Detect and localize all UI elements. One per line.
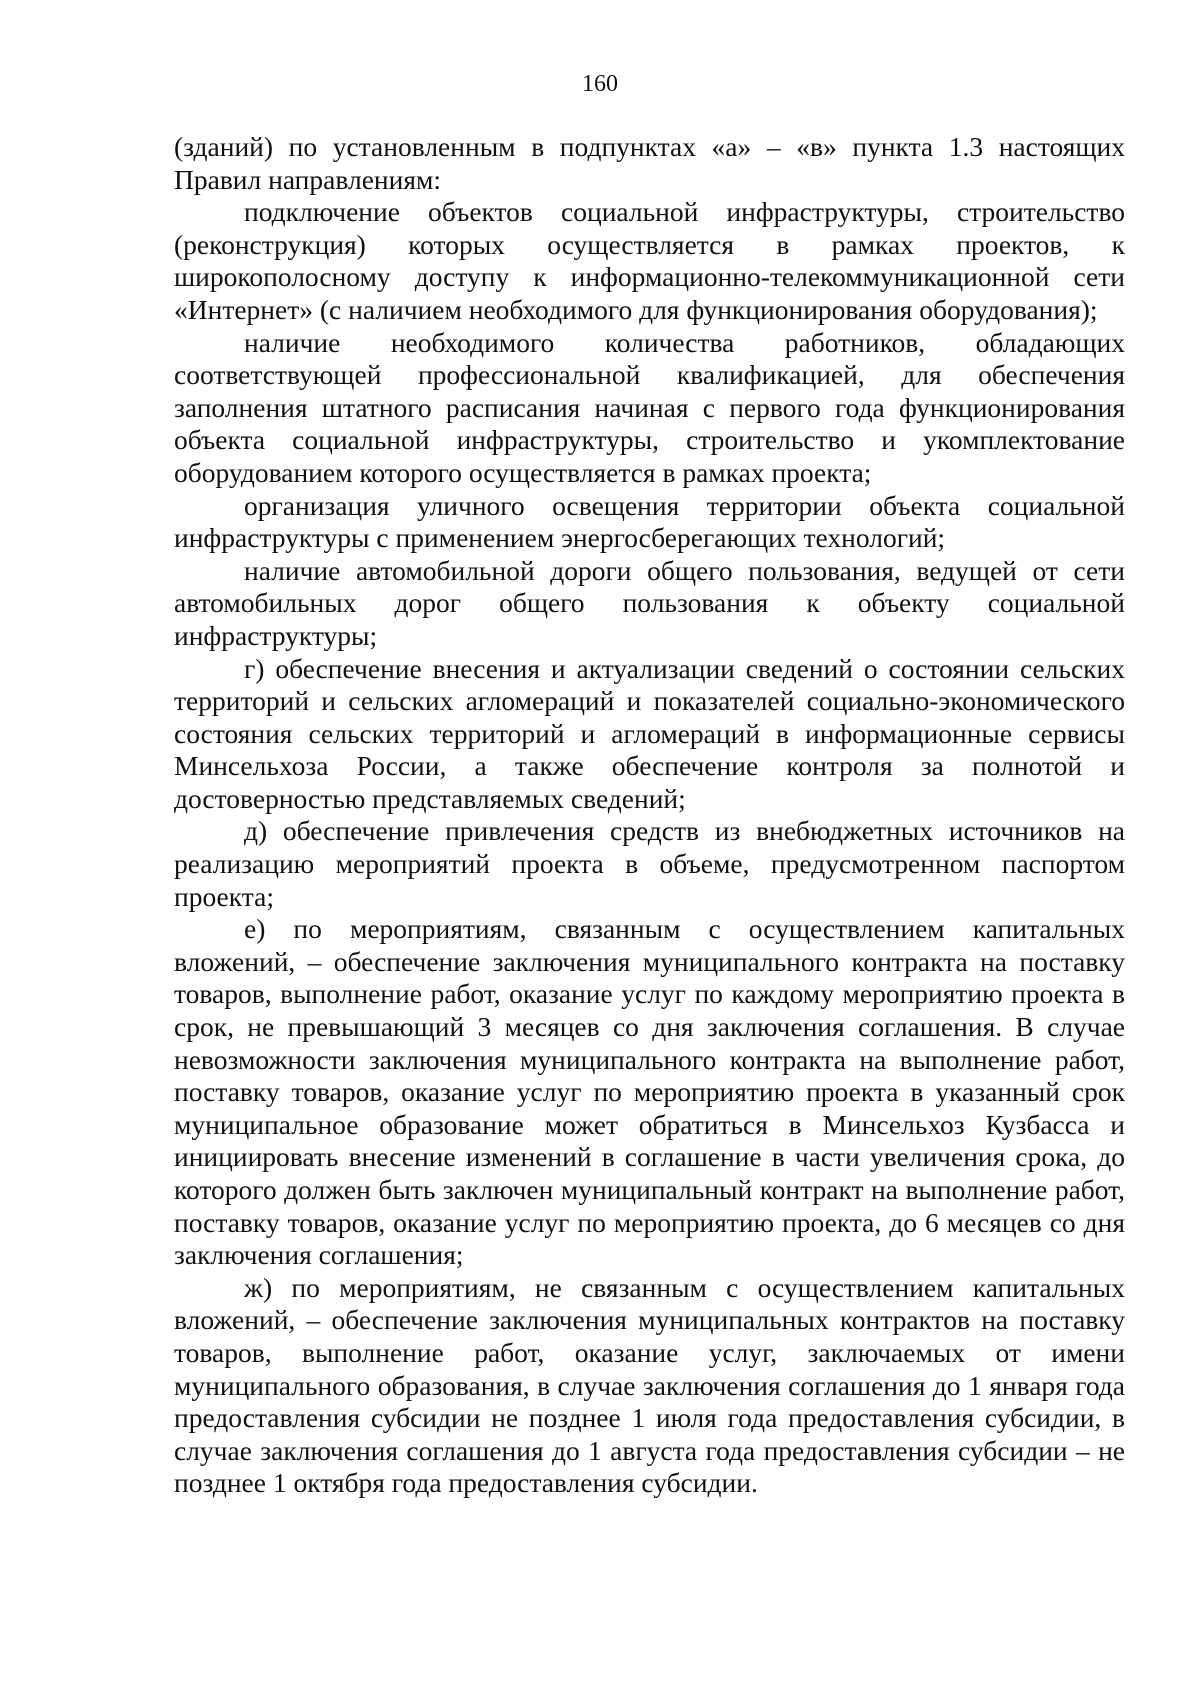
paragraph-item-e: е) по мероприятиям, связанным с осуществлением капитальных вложений, – обеспечение заключения муниципального контракта на поставку товаров, выполнение работ, оказание услуг по каждому мероприятию проекта в срок, не превышающий 3 месяцев со дня заключения соглашения. В случае невозможности заключения муниципального контракта на выполнение работ, поставку товаров, оказание услуг по мероприятию проекта в указанный срок муниципальное образование может обратиться в Минсельхоз Кузбасса и инициировать внесение изменений в соглашение в части увеличения срока, до которого должен быть заключен муниципальный контракт на выполнение работ, поставку товаров, оказание услуг по мероприятию проекта, до 6 месяцев со дня заключения соглашения; [174,913,1125,1271]
paragraph-continuation: (зданий) по установленным в подпунктах «а» – «в» пункта 1.3 настоящих Правил направлениям: [174,131,1125,195]
paragraph-internet-connection: подключение объектов социальной инфраструктуры, строительство (реконструкция) которых осуществляется в рамках проектов, к широкополосному доступу к информационно-телекоммуникационной сети «Интернет» (с наличием необходимого для функционирования оборудования); [174,196,1125,325]
document-body [174,131,1125,1500]
paragraph-staffing: наличие необходимого количества работников, обладающих соответствующей профессиональной квалификацией, для обеспечения заполнения штатного расписания начиная с первого года функционирования объекта социальной инфраструктуры, строительство и укомплектование оборудованием которого осуществляется в рамках проекта; [174,326,1125,488]
paragraph-street-lighting: организация уличного освещения территории объекта социальной инфраструктуры с применением энергосберегающих технологий; [174,489,1125,554]
paragraph-item-zh: ж) по мероприятиям, не связанным с осуществлением капитальных вложений, – обеспечение заключения муниципальных контрактов на поставку товаров, выполнение работ, оказание услуг, заключаемых от имени муниципального образования, в случае заключения соглашения до 1 января года предоставления субсидии не позднее 1 июля года предоставления субсидии, в случае заключения соглашения до 1 августа года предоставления субсидии – не позднее 1 октября года предоставления субсидии. [174,1271,1125,1499]
page-number: 160 [582,71,618,97]
paragraph-item-g: г) обеспечение внесения и актуализации сведений о состоянии сельских территорий и сельских агломераций и показателей социально-экономического состояния сельских территорий и агломераций в информационные сервисы Минсельхоза России, а также обеспечение контроля за полнотой и достоверностью представляемых сведений; [174,652,1125,814]
paragraph-item-d: д) обеспечение привлечения средств из внебюджетных источников на реализацию мероприятий проекта в объеме, предусмотренном паспортом проекта; [174,815,1125,912]
paragraph-road-access: наличие автомобильной дороги общего пользования, ведущей от сети автомобильных дорог общего пользования к объекту социальной инфраструктуры; [174,554,1125,651]
